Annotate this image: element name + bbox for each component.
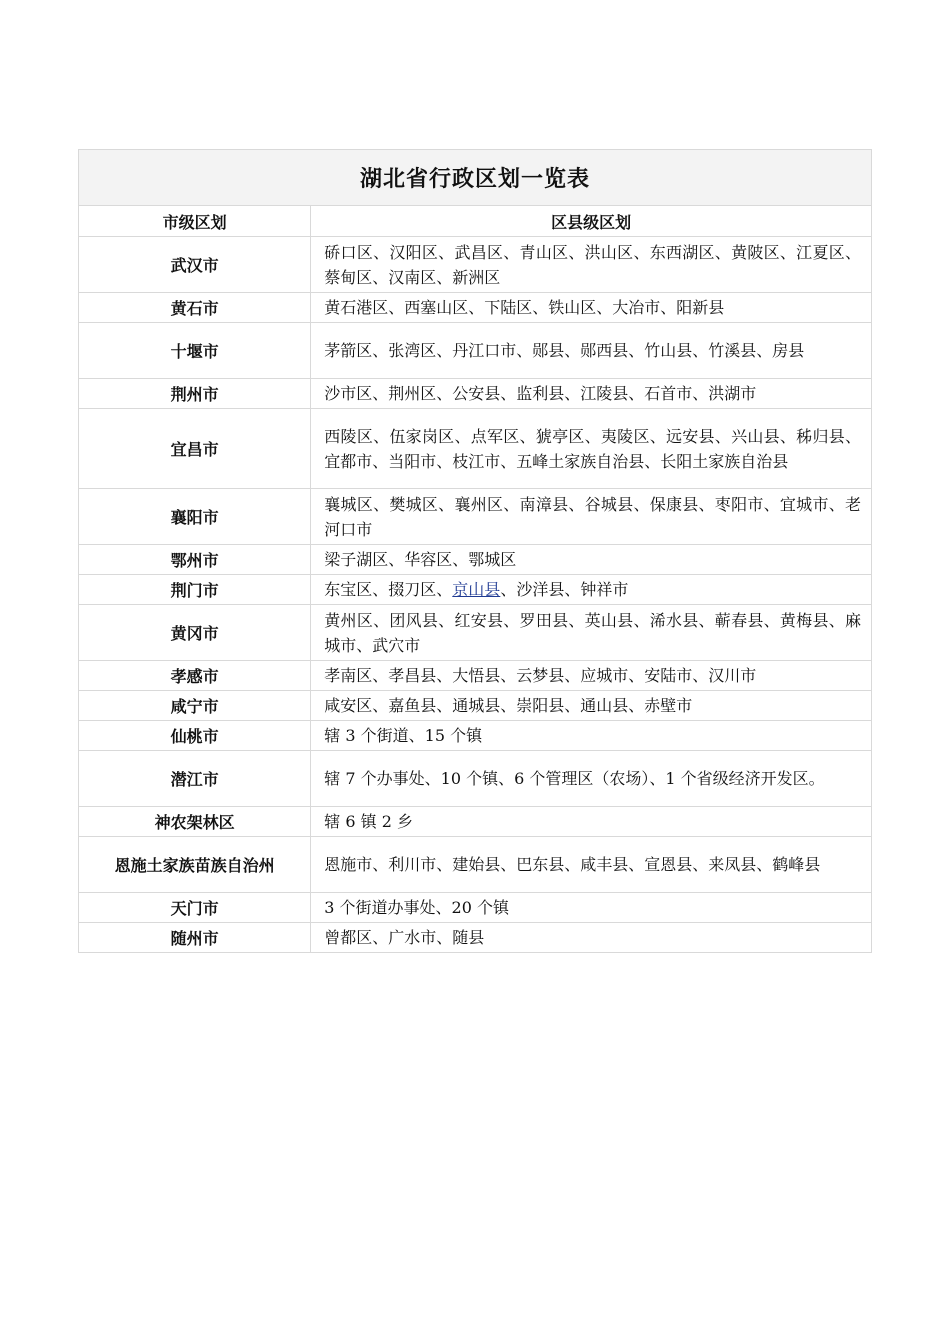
- districts-cell: [311, 293, 872, 323]
- table-row: [79, 661, 872, 691]
- districts-cell: [311, 605, 872, 661]
- district-text: 梁子湖区、华容区、鄂城区: [324, 550, 517, 569]
- districts-cell: [311, 323, 872, 379]
- header-city: 市级区划: [79, 206, 311, 237]
- districts-cell: [311, 691, 872, 721]
- district-text: 西陵区、伍家岗区、点军区、猇亭区、夷陵区、远安县、兴山县、秭归县、宜都市、当阳市、枝江市、五峰土家族自治县、长阳土家族自治县: [324, 426, 861, 471]
- table-row: [79, 807, 872, 837]
- districts-cell: [311, 751, 872, 807]
- districts-cell: [311, 489, 872, 545]
- city-name-cell: 随州市: [79, 923, 311, 953]
- district-text: 黄州区、团风县、红安县、罗田县、英山县、浠水县、蕲春县、黄梅县、麻城市、武穴市: [324, 610, 861, 655]
- districts-cell: [311, 893, 872, 923]
- city-name-cell: 襄阳市: [79, 489, 311, 545]
- districts-cell: [311, 807, 872, 837]
- city-name-cell: 荆州市: [79, 379, 311, 409]
- table-row: [79, 923, 872, 953]
- district-text: 黄石港区、西塞山区、下陆区、铁山区、大冶市、阳新县: [324, 298, 725, 317]
- districts-cell: [311, 837, 872, 893]
- district-link[interactable]: 京山县: [452, 580, 501, 599]
- city-name-cell: 孝感市: [79, 661, 311, 691]
- districts-cell: [311, 661, 872, 691]
- district-text: 曾都区、广水市、随县: [324, 928, 485, 947]
- districts-cell: [311, 923, 872, 953]
- table-row: [79, 605, 872, 661]
- district-text: 咸安区、嘉鱼县、通城县、崇阳县、通山县、赤壁市: [324, 696, 693, 715]
- city-name-cell: 潜江市: [79, 751, 311, 807]
- district-text: 3 个街道办事处、20 个镇: [324, 898, 509, 917]
- city-name-cell: 仙桃市: [79, 721, 311, 751]
- table-row: [79, 237, 872, 293]
- city-name-cell: 荆门市: [79, 575, 311, 605]
- district-text: 辖 3 个街道、15 个镇: [324, 726, 483, 745]
- table-row: [79, 323, 872, 379]
- table-row: [79, 893, 872, 923]
- table-row: [79, 837, 872, 893]
- table-row: [79, 721, 872, 751]
- city-name-cell: 神农架林区: [79, 807, 311, 837]
- district-text: 辖 6 镇 2 乡: [324, 812, 413, 831]
- table-row: [79, 545, 872, 575]
- district-text: 襄城区、樊城区、襄州区、南漳县、谷城县、保康县、枣阳市、宜城市、老河口市: [324, 494, 861, 539]
- title-row: [79, 150, 872, 206]
- district-text: 沙市区、荆州区、公安县、监利县、江陵县、石首市、洪湖市: [324, 384, 757, 403]
- table-row: [79, 489, 872, 545]
- division-table: [78, 149, 872, 953]
- districts-cell: [311, 237, 872, 293]
- city-name-cell: 黄冈市: [79, 605, 311, 661]
- district-text: 东宝区、掇刀区、: [324, 580, 453, 599]
- city-name-cell: 宜昌市: [79, 409, 311, 489]
- header-row: [79, 206, 872, 237]
- district-text: 硚口区、汉阳区、武昌区、青山区、洪山区、东西湖区、黄陂区、江夏区、蔡甸区、汉南区、新洲区: [324, 242, 861, 287]
- districts-cell: [311, 545, 872, 575]
- table-row: [79, 575, 872, 605]
- table-row: [79, 751, 872, 807]
- table-row: [79, 691, 872, 721]
- table-row: [79, 409, 872, 489]
- district-text: 辖 7 个办事处、10 个镇、6 个管理区（农场）、1 个省级经济开发区。: [324, 769, 825, 788]
- district-text: 恩施市、利川市、建始县、巴东县、咸丰县、宣恩县、来凤县、鹤峰县: [324, 855, 821, 874]
- city-name-cell: 武汉市: [79, 237, 311, 293]
- districts-cell: [311, 379, 872, 409]
- districts-cell: [311, 575, 872, 605]
- city-name-cell: 十堰市: [79, 323, 311, 379]
- districts-cell: [311, 409, 872, 489]
- city-name-cell: 鄂州市: [79, 545, 311, 575]
- district-text: 、沙洋县、钟祥市: [500, 580, 629, 599]
- city-name-cell: 天门市: [79, 893, 311, 923]
- table-body: [79, 150, 872, 953]
- header-districts: 区县级区划: [311, 206, 872, 237]
- city-name-cell: 恩施土家族苗族自治州: [79, 837, 311, 893]
- table-row: [79, 379, 872, 409]
- table-row: [79, 293, 872, 323]
- city-name-cell: 黄石市: [79, 293, 311, 323]
- district-text: 茅箭区、张湾区、丹江口市、郧县、郧西县、竹山县、竹溪县、房县: [324, 341, 805, 360]
- districts-cell: [311, 721, 872, 751]
- table-title: 湖北省行政区划一览表: [79, 150, 872, 206]
- city-name-cell: 咸宁市: [79, 691, 311, 721]
- district-text: 孝南区、孝昌县、大悟县、云梦县、应城市、安陆市、汉川市: [324, 666, 757, 685]
